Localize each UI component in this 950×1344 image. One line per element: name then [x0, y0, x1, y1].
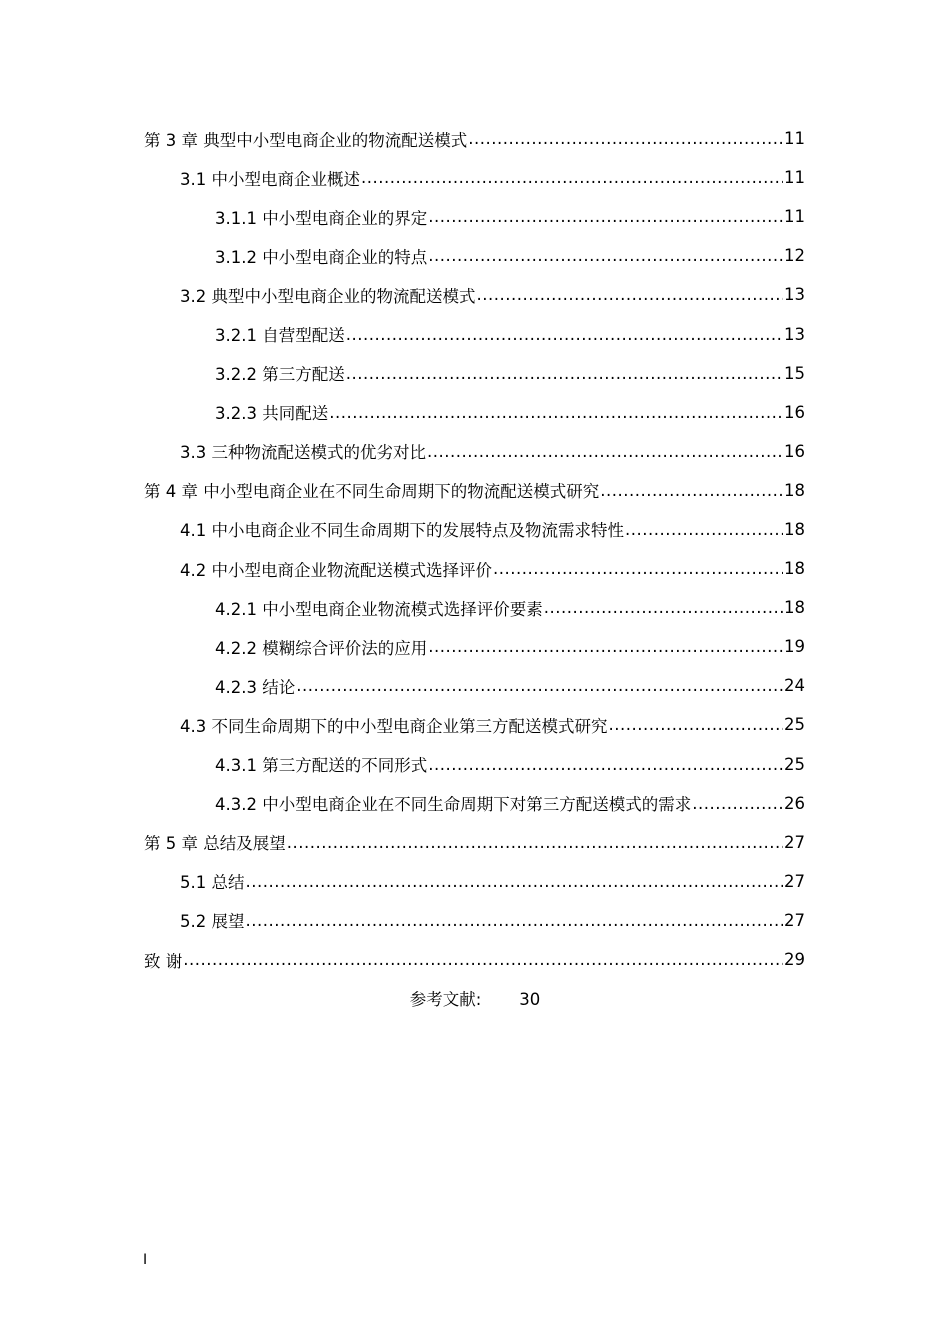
toc-entry-4-2-1[interactable] [144, 588, 805, 627]
toc-entry-acknowledgements[interactable] [144, 940, 805, 979]
toc-entry-page: 12 [784, 246, 805, 266]
toc-entry-4-2-3[interactable] [144, 666, 805, 705]
toc-entry-page: 25 [784, 715, 805, 735]
toc-dot-leader [346, 325, 783, 344]
toc-entry-title: 3.2.2 第三方配送 [215, 365, 345, 385]
toc-dot-leader [428, 755, 783, 774]
toc-entry-4-2-2[interactable] [144, 627, 805, 666]
toc-entry-chapter-5[interactable] [144, 823, 805, 862]
toc-entry-3-2-2[interactable] [144, 354, 805, 393]
toc-entry-page: 19 [784, 637, 805, 657]
toc-dot-leader [600, 481, 783, 500]
toc-entry-title: 第 4 章 中小型电商企业在不同生命周期下的物流配送模式研究 [144, 482, 600, 502]
toc-entry-3-3[interactable] [144, 432, 805, 471]
toc-entry-title: 3.3 三种物流配送模式的优劣对比 [180, 443, 426, 463]
toc-entry-3-1-1[interactable] [144, 197, 805, 236]
toc-entry-page: 11 [784, 207, 805, 227]
toc-entry-title: 5.2 展望 [180, 912, 245, 932]
table-of-contents [144, 119, 805, 979]
toc-entry-3-2-1[interactable] [144, 314, 805, 353]
toc-entry-title: 4.2 中小型电商企业物流配送模式选择评价 [180, 560, 492, 580]
toc-entry-page: 18 [784, 480, 805, 500]
toc-entry-page: 18 [784, 519, 805, 539]
toc-entry-title: 3.1.1 中小型电商企业的界定 [215, 208, 428, 228]
toc-entry-3-2-3[interactable] [144, 393, 805, 432]
toc-entry-5-2[interactable] [144, 901, 805, 940]
toc-entry-4-3[interactable] [144, 705, 805, 744]
toc-entry-page: 18 [784, 559, 805, 579]
toc-dot-leader [625, 520, 783, 539]
toc-dot-leader [428, 246, 783, 265]
toc-dot-leader [346, 364, 783, 383]
toc-dot-leader [493, 559, 783, 578]
toc-entry-page: 29 [784, 950, 805, 970]
toc-dot-leader [477, 285, 784, 304]
toc-entry-title: 4.1 中小电商企业不同生命周期下的发展特点及物流需求特性 [180, 521, 624, 541]
toc-entry-page: 11 [784, 129, 805, 149]
toc-entry-3-2[interactable] [144, 275, 805, 314]
toc-entry-page: 11 [784, 168, 805, 188]
toc-dot-leader [609, 715, 784, 734]
toc-entry-page: 27 [784, 910, 805, 930]
toc-entry-title: 5.1 总结 [180, 873, 245, 893]
toc-dot-leader [428, 637, 783, 656]
toc-dot-leader [468, 129, 783, 148]
references-label: 参考文献: [409, 990, 482, 1009]
toc-entry-title: 4.2.2 模糊综合评价法的应用 [215, 638, 428, 658]
toc-entry-4-3-2[interactable] [144, 784, 805, 823]
toc-entry-page: 24 [784, 676, 805, 696]
toc-entry-page: 15 [784, 363, 805, 383]
page-number: I [143, 1252, 148, 1268]
toc-entry-title: 4.2.3 结论 [215, 677, 296, 697]
toc-entry-4-3-1[interactable] [144, 745, 805, 784]
toc-entry-title: 3.1 中小型电商企业概述 [180, 169, 360, 189]
toc-dot-leader [246, 911, 784, 930]
toc-entry-chapter-3[interactable] [144, 119, 805, 158]
toc-entry-title: 3.2.3 共同配送 [215, 404, 329, 424]
toc-entry-3-1-2[interactable] [144, 236, 805, 275]
toc-entry-title: 4.3.1 第三方配送的不同形式 [215, 756, 428, 776]
toc-entry-3-1[interactable] [144, 158, 805, 197]
toc-dot-leader [329, 403, 783, 422]
toc-entry-page: 16 [784, 402, 805, 422]
toc-dot-leader [428, 207, 783, 226]
references-page: 30 [519, 990, 541, 1009]
toc-entry-page: 16 [784, 441, 805, 461]
toc-entry-title: 第 3 章 典型中小型电商企业的物流配送模式 [144, 130, 468, 150]
toc-entry-4-2[interactable] [144, 549, 805, 588]
toc-dot-leader [296, 676, 783, 695]
toc-entry-5-1[interactable] [144, 862, 805, 901]
toc-entry-4-1[interactable] [144, 510, 805, 549]
toc-dot-leader [544, 598, 783, 617]
toc-dot-leader [361, 168, 783, 187]
toc-entry-title: 3.2.1 自营型配送 [215, 326, 345, 346]
toc-entry-title: 4.2.1 中小型电商企业物流模式选择评价要素 [215, 599, 543, 619]
toc-entry-page: 27 [784, 871, 805, 891]
references-entry[interactable] [0, 986, 950, 1010]
toc-entry-page: 27 [784, 832, 805, 852]
toc-entry-page: 13 [784, 285, 805, 305]
toc-entry-page: 13 [784, 324, 805, 344]
toc-entry-page: 18 [784, 598, 805, 618]
toc-entry-title: 4.3 不同生命周期下的中小型电商企业第三方配送模式研究 [180, 716, 608, 736]
toc-entry-title: 致 谢 [144, 951, 183, 971]
toc-entry-title: 4.3.2 中小型电商企业在不同生命周期下对第三方配送模式的需求 [215, 795, 692, 815]
toc-entry-page: 25 [784, 754, 805, 774]
toc-entry-title: 3.2 典型中小型电商企业的物流配送模式 [180, 286, 476, 306]
toc-dot-leader [183, 950, 783, 969]
toc-entry-chapter-4[interactable] [144, 471, 805, 510]
toc-entry-title: 第 5 章 总结及展望 [144, 834, 286, 854]
toc-dot-leader [692, 794, 783, 813]
toc-entry-title: 3.1.2 中小型电商企业的特点 [215, 247, 428, 267]
toc-dot-leader [287, 833, 783, 852]
toc-entry-page: 26 [784, 793, 805, 813]
toc-dot-leader [427, 442, 783, 461]
toc-dot-leader [246, 872, 784, 891]
